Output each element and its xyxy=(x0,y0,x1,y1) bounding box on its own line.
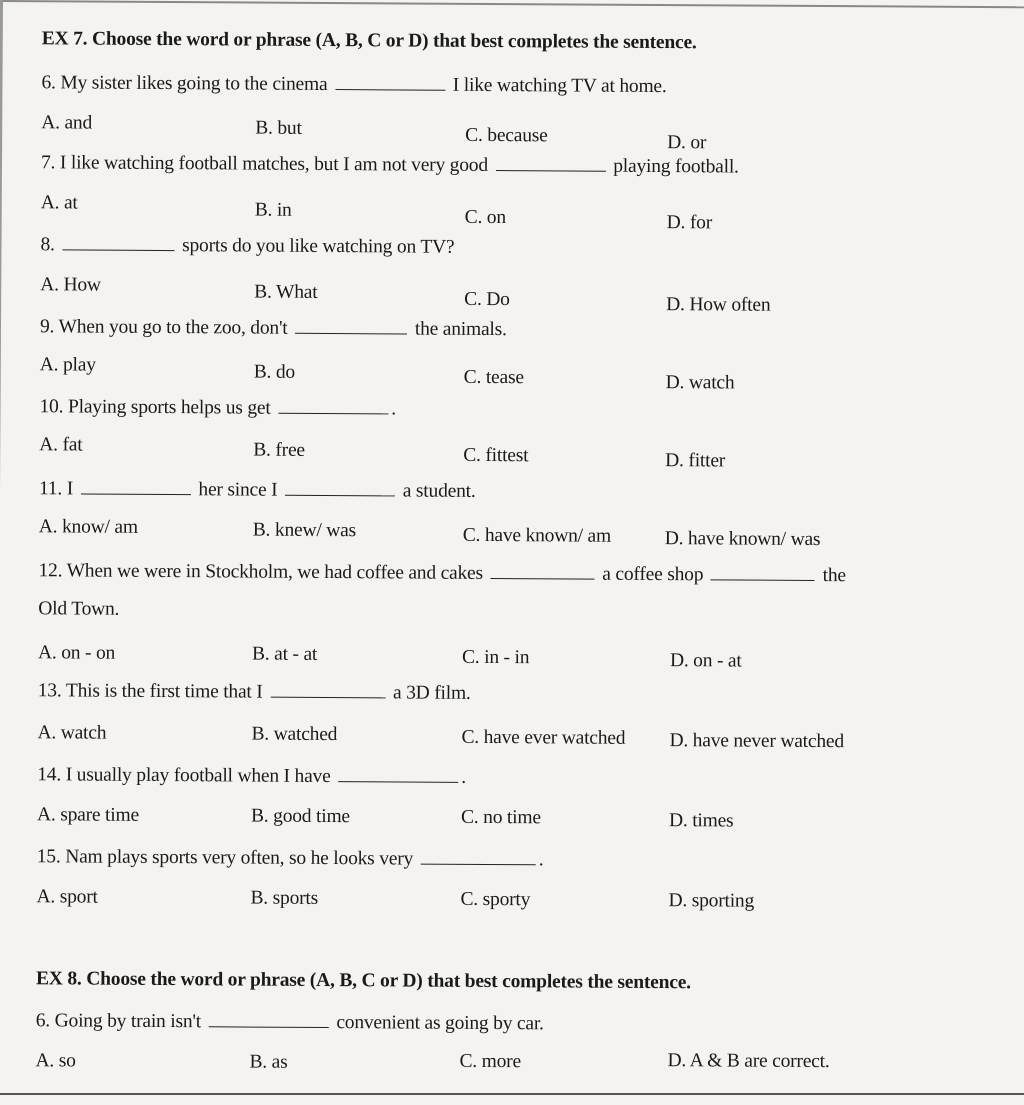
option-b[interactable]: B. as xyxy=(249,1051,288,1073)
option-b[interactable]: B. at - at xyxy=(251,643,318,665)
answer-blank-2[interactable] xyxy=(711,565,815,581)
q-number: 15. xyxy=(36,846,61,868)
option-a[interactable]: A. on - on xyxy=(37,642,116,664)
photo-edge-top xyxy=(0,0,1024,8)
option-d[interactable]: D. watch xyxy=(665,372,735,394)
option-a[interactable]: A. and xyxy=(41,112,93,134)
option-b[interactable]: B. What xyxy=(254,281,318,303)
answer-blank-1[interactable] xyxy=(81,480,191,496)
q-text-pre: When you go to the zoo, don't xyxy=(58,316,288,339)
q-number: 7. xyxy=(40,152,56,174)
option-d[interactable]: D. or xyxy=(667,132,707,154)
q-text-post: a 3D film. xyxy=(392,682,471,704)
option-d[interactable]: D. A & B are correct. xyxy=(667,1050,830,1073)
answer-blank[interactable] xyxy=(270,683,385,699)
q-text-post: I like watching TV at home. xyxy=(452,74,667,98)
option-d[interactable]: D. on - at xyxy=(669,650,742,672)
q-text-post: . xyxy=(461,766,467,788)
q-text-pre: This is the first time that I xyxy=(65,680,263,703)
option-b[interactable]: B. free xyxy=(253,439,305,461)
option-a[interactable]: A. so xyxy=(35,1050,76,1072)
option-a[interactable]: A. How xyxy=(40,274,101,296)
q-text-post: the animals. xyxy=(414,318,507,341)
option-a[interactable]: A. sport xyxy=(36,886,98,908)
option-c[interactable]: C. in - in xyxy=(461,646,530,669)
option-b[interactable]: B. knew/ was xyxy=(252,519,357,542)
q-number: 6. xyxy=(41,72,56,94)
q-text-post: . xyxy=(538,849,544,871)
ex7-q15-stem xyxy=(37,846,544,871)
answer-blank[interactable] xyxy=(278,399,388,415)
q-number: 12. xyxy=(38,560,63,582)
option-d[interactable]: D. for xyxy=(666,212,713,234)
option-c[interactable]: C. sporty xyxy=(460,888,531,911)
ex8-heading: EX 8. Choose the word or phrase (A, B, C or D) that best completes the sentence. xyxy=(35,968,691,994)
q-text-pre: I like watching football matches, but I am not very good xyxy=(59,152,488,176)
q-text-post: playing football. xyxy=(613,155,739,178)
option-a[interactable]: A. know/ am xyxy=(38,516,138,538)
ex7-q14-stem xyxy=(37,764,466,789)
answer-blank[interactable] xyxy=(496,156,606,172)
q-number: 6. xyxy=(35,1010,51,1032)
answer-blank[interactable] xyxy=(209,1012,329,1028)
q-text-pre: I xyxy=(66,478,74,500)
answer-blank-1[interactable] xyxy=(491,564,595,580)
option-b[interactable]: B. sports xyxy=(250,887,319,909)
q-text-pre: Nam plays sports very often, so he looks very xyxy=(65,846,414,870)
q-text-mid: a coffee shop xyxy=(602,563,704,586)
option-d[interactable]: D. have known/ was xyxy=(664,528,821,551)
q-text-pre: I usually play football when I have xyxy=(65,764,331,788)
q-text-post: convenient as going by car. xyxy=(336,1012,544,1035)
option-d[interactable]: D. fitter xyxy=(665,450,726,472)
q-number: 14. xyxy=(37,764,62,786)
option-a[interactable]: A. spare time xyxy=(36,804,140,826)
option-b[interactable]: B. in xyxy=(254,199,292,221)
option-c[interactable]: C. have known/ am xyxy=(462,524,612,547)
answer-blank[interactable] xyxy=(62,235,174,251)
option-c[interactable]: C. more xyxy=(459,1050,522,1073)
option-c[interactable]: C. Do xyxy=(464,288,510,311)
ex7-q9-stem xyxy=(40,316,507,341)
ex7-q13-stem xyxy=(38,680,471,705)
ex7-q11-stem xyxy=(39,478,476,503)
option-a[interactable]: A. at xyxy=(40,192,78,214)
option-b[interactable]: B. good time xyxy=(250,805,350,828)
bottom-edge-line xyxy=(0,1093,1024,1095)
option-d[interactable]: D. have never watched xyxy=(669,730,845,753)
q-number: 10. xyxy=(39,396,64,418)
option-d[interactable]: D. How often xyxy=(666,294,771,316)
ex7-heading: EX 7. Choose the word or phrase (A, B, C or D) that best completes the sentence. xyxy=(41,28,697,54)
q-number: 8. xyxy=(40,234,55,256)
q-text-pre: Playing sports helps us get xyxy=(67,396,271,419)
q-text-pre: My sister likes going to the cinema xyxy=(60,72,328,96)
option-a[interactable]: A. watch xyxy=(37,722,107,744)
answer-blank[interactable] xyxy=(295,319,407,335)
option-d[interactable]: D. sporting xyxy=(668,890,755,912)
option-c[interactable]: C. because xyxy=(465,124,548,147)
q-text-post: the xyxy=(822,565,846,587)
option-b[interactable]: B. but xyxy=(255,117,302,139)
photo-edge-left xyxy=(0,0,3,1099)
q-text-pre: When we were in Stockholm, we had coffee and cakes xyxy=(66,560,483,584)
option-b[interactable]: B. watched xyxy=(251,723,338,746)
option-d[interactable]: D. times xyxy=(668,810,734,832)
ex7-q10-stem xyxy=(39,396,396,420)
ex8-q6-stem xyxy=(36,1010,544,1035)
ex7-q8-stem xyxy=(40,234,454,259)
q-number: 13. xyxy=(37,680,62,702)
q-text-post: . xyxy=(391,398,397,420)
q-text-post: sports do you like watching on TV? xyxy=(182,235,455,258)
q-number: 9. xyxy=(39,316,55,338)
q-text-post: a student. xyxy=(402,480,476,502)
option-a[interactable]: A. play xyxy=(39,354,96,376)
answer-blank[interactable] xyxy=(335,75,445,91)
option-c[interactable]: C. no time xyxy=(460,806,541,829)
ex7-q7-stem xyxy=(41,152,739,178)
ex7-q12-stem xyxy=(38,560,846,587)
option-c[interactable]: C. have ever watched xyxy=(461,726,626,749)
q-text-mid: her since I xyxy=(198,479,278,501)
answer-blank[interactable] xyxy=(338,767,458,783)
ex7-q6-stem xyxy=(41,72,666,98)
q-number: 11. xyxy=(38,478,63,500)
answer-blank[interactable] xyxy=(421,850,536,866)
option-c[interactable]: C. on xyxy=(464,206,507,229)
ex7-q12-continuation: Old Town. xyxy=(38,598,120,620)
option-a[interactable]: A. fat xyxy=(39,434,83,456)
option-b[interactable]: B. do xyxy=(253,361,296,383)
option-c[interactable]: C. tease xyxy=(463,366,524,389)
answer-blank-2[interactable] xyxy=(285,481,395,497)
q-text-pre: Going by train isn't xyxy=(54,1010,202,1033)
option-c[interactable]: C. fittest xyxy=(463,444,529,467)
